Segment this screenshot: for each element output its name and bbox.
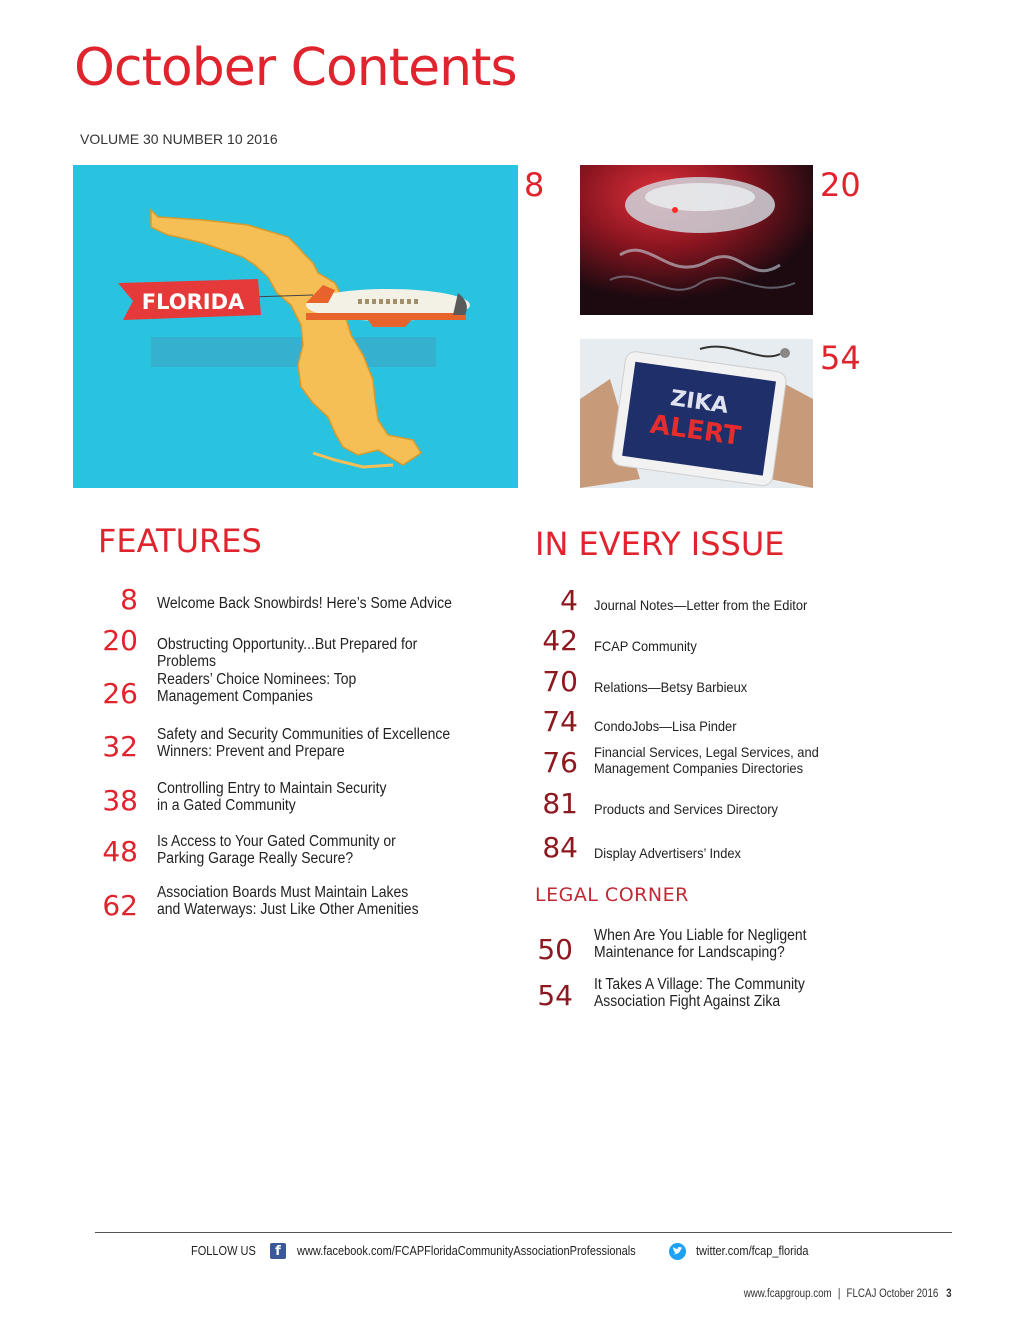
issue-page-number: 70 [542,665,578,698]
issue-page-number: 81 [542,787,578,820]
issue-page-number: 42 [542,624,578,657]
facebook-icon[interactable]: f [270,1243,286,1259]
feature-page-number: 20 [102,624,138,657]
footer-divider [95,1232,952,1233]
zika-tablet-graphic [580,339,813,488]
twitter-bird-glyph [669,1243,686,1260]
feature-title: Controlling Entry to Maintain Security in a Gated Community [157,780,387,814]
issue-page-number: 84 [542,831,578,864]
feature-page-number: 32 [102,730,138,763]
legal-title: When Are You Liable for Negligent Maintenance for Landscaping? [594,927,807,961]
feature-title: Readers’ Choice Nominees: Top Management Companies [157,671,357,705]
zika-photo-page: 54 [820,339,861,377]
legal-corner-heading: LEGAL CORNER [535,884,689,906]
smoke-detector-graphic [580,165,813,315]
facebook-link[interactable]: www.facebook.com/FCAPFloridaCommunityAssociationProfessionals [297,1244,636,1258]
feature-title: Safety and Security Communities of Excellence Winners: Prevent and Prepare [157,726,451,760]
florida-banner-text: FLORIDA [141,290,245,314]
feature-page-number: 8 [120,583,138,616]
feature-page-number: 62 [102,889,138,922]
volume-info: VOLUME 30 NUMBER 10 2016 [80,131,278,147]
issue-page-number: 76 [542,746,578,779]
legal-page-number: 54 [537,979,573,1012]
florida-map-graphic [73,165,518,488]
issue-title: Journal Notes—Letter from the Editor [594,597,808,613]
page-title: October Contents [74,38,517,98]
florida-illustration [73,165,518,488]
feature-page-number: 26 [102,677,138,710]
twitter-link[interactable]: twitter.com/fcap_florida [696,1244,809,1258]
zika-text: ZIKA [668,386,730,419]
feature-title: Welcome Back Snowbirds! Here’s Some Advice [157,595,452,612]
issue-title: FCAP Community [594,638,697,654]
florida-photo-page: 8 [524,166,545,204]
smoke-photo-page: 20 [820,166,861,204]
issue-title: Display Advertisers’ Index [594,845,741,861]
feature-page-number: 48 [102,835,138,868]
follow-us-label: FOLLOW US [191,1244,256,1258]
feature-title: Association Boards Must Maintain Lakes and Waterways: Just Like Other Amenities [157,884,419,918]
smoke-detector-photo [580,165,813,315]
issue-title: Financial Services, Legal Services, and Management Companies Directories [594,744,819,776]
issue-title: Relations—Betsy Barbieux [594,679,748,695]
zika-alert-photo [580,339,813,488]
issue-page-number: 4 [560,584,578,617]
every-issue-heading: IN EVERY ISSUE [535,525,785,563]
feature-page-number: 38 [102,784,138,817]
twitter-icon[interactable] [669,1243,686,1260]
alert-text: ALERT [648,409,743,452]
issue-page-number: 74 [542,705,578,738]
feature-title: Obstructing Opportunity...But Prepared for Problems [157,636,418,670]
site-url[interactable]: www.fcapgroup.com [744,1288,833,1300]
legal-title: It Takes A Village: The Community Association Fight Against Zika [594,976,805,1010]
journal-issue: FLCAJ October 2016 [846,1288,939,1300]
page-footer: www.fcapgroup.com | FLCAJ October 2016 3 [744,1288,952,1300]
page-number: 3 [946,1288,952,1300]
features-heading: FEATURES [98,522,262,560]
issue-title: Products and Services Directory [594,801,778,817]
legal-page-number: 50 [537,933,573,966]
issue-title: CondoJobs—Lisa Pinder [594,718,737,734]
feature-title: Is Access to Your Gated Community or Parking Garage Really Secure? [157,833,396,867]
